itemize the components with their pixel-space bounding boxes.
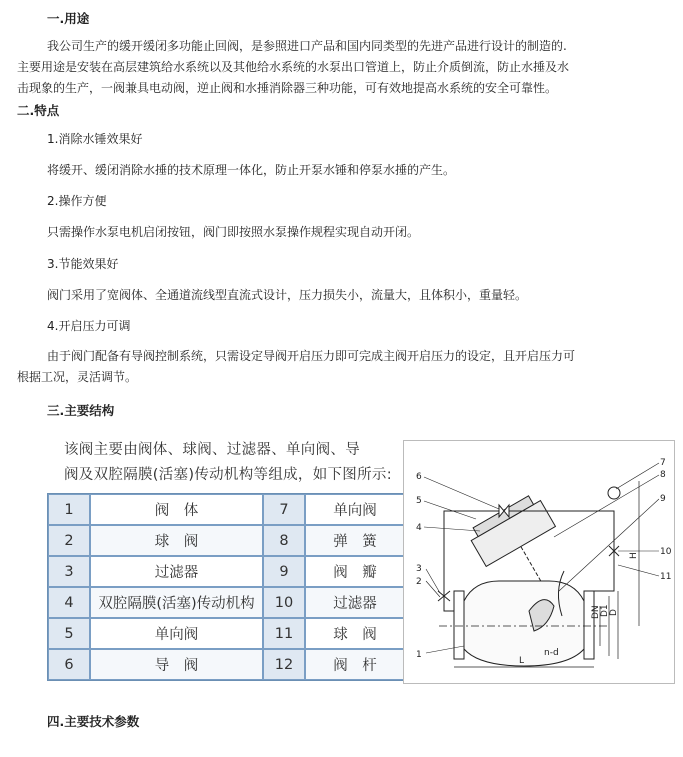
part-number: 10 [263,587,305,618]
callout-label: 11 [660,572,672,582]
usage-line-1: 我公司生产的缓开缓闭多功能止回阀，是参照进口产品和国内同类型的先进产品进行设计的制造的. [47,39,567,53]
part-number: 8 [263,525,305,556]
part-number: 9 [263,556,305,587]
left-flange [454,591,464,659]
part-number: 11 [263,618,305,649]
part-name: 双腔隔膜(活塞)传动机构 [90,587,263,618]
valve-structure-diagram [403,440,675,684]
section-title-structure: 三.主要结构 [47,403,115,418]
callout-label: 4 [416,523,422,533]
structure-intro-line-2: 阀及双腔隔膜(活塞)传动机构等组成，如下图所示: [64,467,392,483]
callout-label: 7 [660,458,666,468]
parts-table [47,493,406,681]
callout-label: 10 [660,547,672,557]
callout-label: 1 [416,650,422,660]
part-name: 阀 体 [90,494,263,525]
parts-row [48,618,405,649]
callout-label: 5 [416,496,422,506]
parts-row [48,525,405,556]
feature-4-title: 4.开启压力可调 [47,319,131,333]
dimension-label: D1 [600,604,610,617]
section-title-usage: 一.用途 [47,11,90,26]
dimension-label: DN [591,605,601,619]
feature-2-title: 2.操作方便 [47,194,107,208]
dimension-label: D [609,609,619,616]
part-name: 球 阀 [305,618,405,649]
usage-line-2: 主要用途是安装在高层建筑给水系统以及其他给水系统的水泵出口管道上，防止介质倒流，防止水捶及水 [17,60,570,74]
part-name: 过滤器 [90,556,263,587]
callout-label: 9 [660,494,666,504]
usage-line-3: 击现象的生产，一阀兼具电动阀，逆止阀和水捶消除器三种功能，可有效地提高水系统的安全可靠性。 [17,81,558,95]
feature-4-desc-line-2: 根据工况，灵活调节。 [17,370,138,384]
part-number: 3 [48,556,90,587]
feature-1-desc: 将缓开、缓闭消除水捶的技术原理一体化，防止开泵水锤和停泵水捶的产生。 [47,163,456,177]
feature-1-title: 1.消除水锤效果好 [47,132,143,146]
part-number: 5 [48,618,90,649]
feature-2-desc: 只需操作水泵电机启闭按钮，阀门即按照水泵操作规程实现自动开闭。 [47,225,420,239]
dimension-label: H [629,552,639,559]
part-number: 6 [48,649,90,680]
part-name: 导 阀 [90,649,263,680]
parts-row [48,649,405,680]
section-title-specs: 四.主要技术参数 [47,714,140,729]
callout-label: 3 [416,564,422,574]
part-name: 单向阀 [305,494,405,525]
feature-4-desc-line-1: 由于阀门配备有导阀控制系统，只需设定导阀开启压力即可完成主阀开启压力的设定，且开启压力可 [47,349,576,363]
part-number: 12 [263,649,305,680]
parts-row [48,587,405,618]
part-name: 球 阀 [90,525,263,556]
valve-body [464,581,584,666]
part-name: 弹 簧 [305,525,405,556]
parts-row [48,556,405,587]
part-name: 阀 杆 [305,649,405,680]
callout-label: 2 [416,577,422,587]
feature-3-title: 3.节能效果好 [47,257,119,271]
part-number: 2 [48,525,90,556]
part-name: 阀 瓣 [305,556,405,587]
dimension-label: n-d [544,648,559,658]
part-number: 4 [48,587,90,618]
part-number: 7 [263,494,305,525]
part-name: 单向阀 [90,618,263,649]
callout-label: 8 [660,470,666,480]
valve-drawing [404,441,674,683]
callout-label: 6 [416,472,422,482]
part-number: 1 [48,494,90,525]
structure-intro-line-1: 该阀主要由阀体、球阀、过滤器、单向阀、导 [64,442,360,458]
parts-row [48,494,405,525]
part-name: 过滤器 [305,587,405,618]
section-title-features: 二.特点 [17,103,60,118]
dimension-label: L [519,656,525,666]
feature-3-desc: 阀门采用了宽阀体、全通道流线型直流式设计，压力损失小，流量大，且体积小，重量轻。 [47,288,528,302]
right-flange [584,591,594,659]
